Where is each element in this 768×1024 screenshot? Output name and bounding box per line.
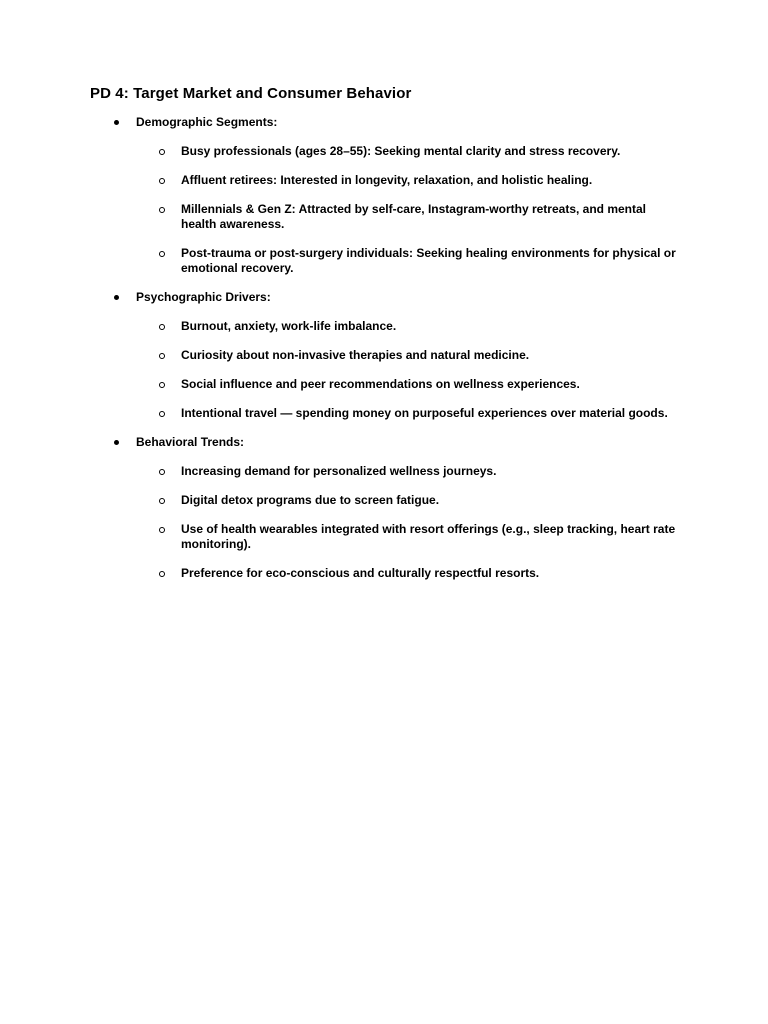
list-item: [0, 566, 681, 581]
list-item: [0, 348, 681, 363]
list-item: [0, 464, 681, 479]
list-item-text: Preference for eco-conscious and culturally respectful resorts.: [181, 566, 540, 580]
list-item-text: Burnout, anxiety, work-life imbalance.: [181, 319, 397, 333]
list-item-text: Busy professionals (ages 28–55): Seeking mental clarity and stress recovery.: [181, 144, 621, 158]
hollow-bullet-icon: [159, 382, 165, 388]
list-item: [0, 173, 681, 188]
section-behavioral: [0, 435, 768, 581]
hollow-bullet-icon: [159, 149, 165, 155]
hollow-bullet-icon: [159, 411, 165, 417]
filled-bullet-icon: [114, 440, 119, 445]
section-list: [0, 115, 768, 595]
item-list: [0, 144, 768, 276]
list-item: [0, 144, 681, 159]
section-heading-text: Demographic Segments:: [136, 115, 278, 129]
section-heading: [0, 115, 768, 130]
section-heading: [0, 435, 768, 450]
item-list: [0, 464, 768, 581]
hollow-bullet-icon: [159, 498, 165, 504]
list-item-text: Affluent retirees: Interested in longevity, relaxation, and holistic healing.: [181, 173, 593, 187]
section-demographic: [0, 115, 768, 276]
section-heading-text: Behavioral Trends:: [136, 435, 245, 449]
list-item: [0, 522, 681, 552]
list-item-text: Increasing demand for personalized wellness journeys.: [181, 464, 497, 478]
list-item: [0, 493, 681, 508]
list-item-text: Digital detox programs due to screen fatigue.: [181, 493, 440, 507]
hollow-bullet-icon: [159, 251, 165, 257]
hollow-bullet-icon: [159, 469, 165, 475]
list-item-text: Millennials & Gen Z: Attracted by self-care, Instagram-worthy retreats, and mental health awareness.: [181, 202, 647, 231]
hollow-bullet-icon: [159, 527, 165, 533]
section-heading: [0, 290, 768, 305]
list-item-text: Social influence and peer recommendations on wellness experiences.: [181, 377, 580, 391]
list-item: [0, 319, 681, 334]
list-item-text: Curiosity about non-invasive therapies and natural medicine.: [181, 348, 530, 362]
filled-bullet-icon: [114, 295, 119, 300]
filled-bullet-icon: [114, 120, 119, 125]
list-item: [0, 246, 681, 276]
section-psychographic: [0, 290, 768, 421]
hollow-bullet-icon: [159, 571, 165, 577]
list-item: [0, 406, 681, 421]
section-heading-text: Psychographic Drivers:: [136, 290, 271, 304]
page-title: PD 4: Target Market and Consumer Behavior: [90, 85, 412, 102]
list-item: [0, 377, 681, 392]
hollow-bullet-icon: [159, 178, 165, 184]
item-list: [0, 319, 768, 421]
list-item-text: Intentional travel — spending money on purposeful experiences over material goods.: [181, 406, 668, 420]
list-item: [0, 202, 681, 232]
hollow-bullet-icon: [159, 353, 165, 359]
list-item-text: Post-trauma or post-surgery individuals: Seeking healing environments for physical or emotional recovery.: [181, 246, 676, 275]
list-item-text: Use of health wearables integrated with resort offerings (e.g., sleep tracking, heart rate monitoring).: [181, 522, 676, 551]
hollow-bullet-icon: [159, 207, 165, 213]
hollow-bullet-icon: [159, 324, 165, 330]
